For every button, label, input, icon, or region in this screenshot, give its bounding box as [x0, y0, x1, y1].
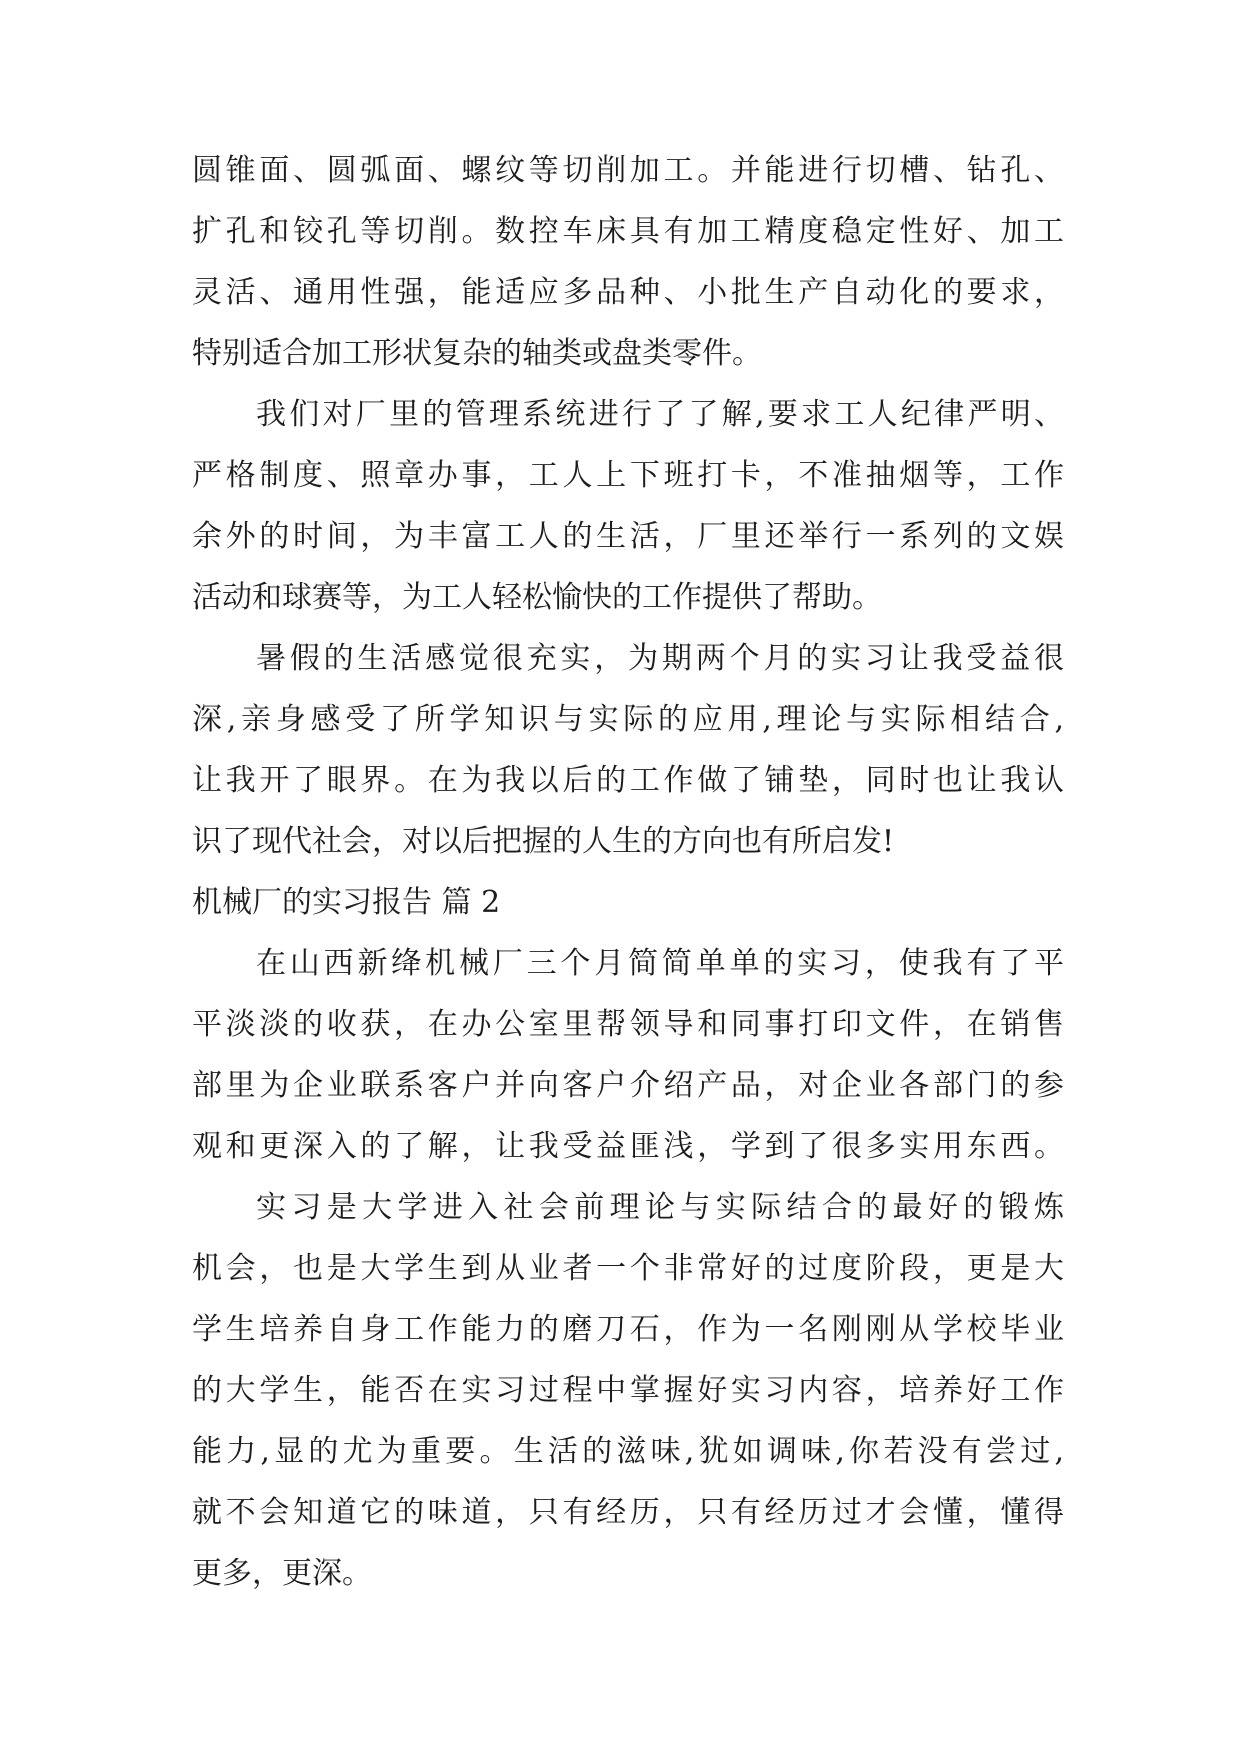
text-line: 观和更深入的了解，让我受益匪浅，学到了很多实用东西。: [192, 1129, 1064, 1164]
text-line: 深,亲身感受了所学知识与实际的应用,理论与实际相结合,: [192, 702, 1064, 737]
text-line: 识了现代社会，对以后把握的人生的方向也有所启发!: [192, 824, 895, 859]
text-line: 学生培养自身工作能力的磨刀石，作为一名刚刚从学校毕业: [192, 1312, 1064, 1347]
text-line: 部里为企业联系客户并向客户介绍产品，对企业各部门的参: [192, 1068, 1064, 1103]
text-line: 活动和球赛等，为工人轻松愉快的工作提供了帮助。: [192, 580, 882, 615]
document-body: [192, 140, 1064, 1604]
text-line: 平淡淡的收获，在办公室里帮领导和同事打印文件，在销售: [192, 1007, 1064, 1042]
text-line: 扩孔和铰孔等切削。数控车床具有加工精度稳定性好、加工: [192, 214, 1064, 249]
text-line: 让我开了眼界。在为我以后的工作做了铺垫，同时也让我认: [192, 763, 1064, 798]
text-line: 的大学生，能否在实习过程中掌握好实习内容，培养好工作: [192, 1373, 1064, 1408]
paragraph-first-line: 实习是大学进入社会前理论与实际结合的最好的锻炼: [256, 1190, 1064, 1225]
text-line: 余外的时间，为丰富工人的生活，厂里还举行一系列的文娱: [192, 519, 1064, 554]
paragraph-first-line: 在山西新绛机械厂三个月简简单单的实习，使我有了平: [256, 946, 1064, 981]
text-line: 更多，更深。: [192, 1556, 372, 1591]
text-line: 就不会知道它的味道，只有经历，只有经历过才会懂，懂得: [192, 1495, 1064, 1530]
text-line: 能力,显的尤为重要。生活的滋味,犹如调味,你若没有尝过,: [192, 1434, 1064, 1469]
text-line: 特别适合加工形状复杂的轴类或盘类零件。: [192, 336, 762, 371]
text-line: 机会，也是大学生到从业者一个非常好的过度阶段，更是大: [192, 1251, 1064, 1286]
paragraph-first-line: 我们对厂里的管理系统进行了了解,要求工人纪律严明、: [256, 397, 1064, 432]
section-heading: 机械厂的实习报告 篇 2: [192, 885, 501, 920]
text-line: 圆锥面、圆弧面、螺纹等切削加工。并能进行切槽、钻孔、: [192, 153, 1064, 188]
text-line: 灵活、通用性强，能适应多品种、小批生产自动化的要求，: [192, 275, 1064, 310]
paragraph-first-line: 暑假的生活感觉很充实，为期两个月的实习让我受益很: [256, 641, 1064, 676]
text-line: 严格制度、照章办事，工人上下班打卡，不准抽烟等，工作: [192, 458, 1064, 493]
